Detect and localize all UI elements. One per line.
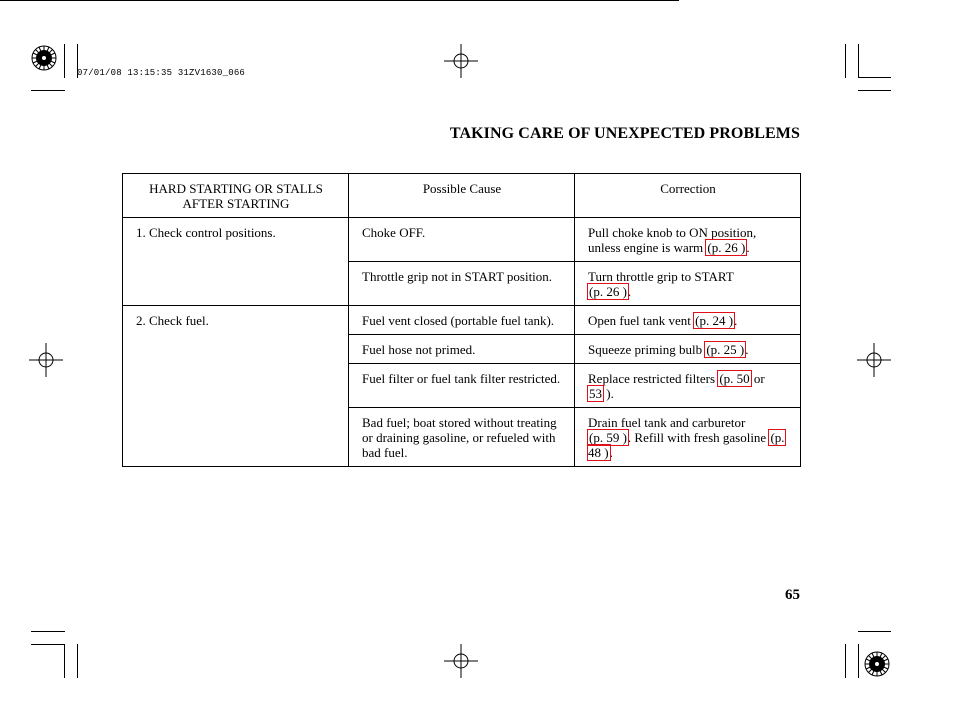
cause-cell: Fuel hose not primed.: [349, 335, 575, 364]
page-reference-link[interactable]: (p. 24 ): [695, 313, 734, 328]
page-reference-link[interactable]: 53: [589, 386, 602, 401]
crosshair-icon: [857, 343, 891, 377]
header-cause: Possible Cause: [349, 174, 575, 218]
header-symptom: HARD STARTING OR STALLS AFTER STARTING: [123, 174, 349, 218]
header-correction: Correction: [575, 174, 801, 218]
page-reference-link[interactable]: (p. 26 ): [707, 240, 746, 255]
check-step: 1. Check control positions.: [123, 218, 349, 306]
crosshair-icon: [29, 343, 63, 377]
check-step: 2. Check fuel.: [123, 306, 349, 467]
troubleshooting-table: [122, 173, 801, 467]
registration-starburst-icon: [863, 650, 893, 680]
correction-text: .: [627, 284, 632, 299]
correction-text: ).: [603, 386, 614, 401]
page-reference-link[interactable]: (p. 25 ): [706, 342, 745, 357]
correction-text: Turn throttle grip to START: [588, 269, 734, 284]
correction-text: Drain fuel tank and carburetor: [588, 415, 746, 430]
title-rule: [0, 0, 679, 1]
page-reference-link[interactable]: (p. 59 ): [589, 430, 627, 445]
page-reference-link[interactable]: (p. 26 ): [589, 284, 627, 299]
correction-cell: [575, 364, 801, 408]
print-stamp: 07/01/08 13:15:35 31ZV1630_066: [77, 68, 246, 78]
correction-cell: [575, 262, 801, 306]
correction-cell: [575, 335, 801, 364]
correction-text: Open fuel tank vent: [588, 313, 695, 328]
correction-text: .: [734, 313, 738, 328]
correction-text: Replace restricted filters: [588, 371, 719, 386]
correction-text: Squeeze priming bulb: [588, 342, 706, 357]
table-row: [123, 218, 801, 262]
correction-text: .: [746, 240, 750, 255]
crosshair-icon: [444, 44, 478, 78]
cause-cell: Fuel filter or fuel tank filter restricted.: [349, 364, 575, 408]
cause-cell: Bad fuel; boat stored without treating or draining gasoline, or refueled with bad fuel.: [349, 408, 575, 467]
page-reference-link[interactable]: (p. 50: [719, 371, 750, 386]
registration-starburst-icon: [30, 44, 60, 74]
correction-text: or: [750, 371, 765, 386]
correction-cell: [575, 218, 801, 262]
page-number: 65: [785, 587, 800, 603]
correction-text: .: [745, 342, 749, 357]
cause-cell: Throttle grip not in START position.: [349, 262, 575, 306]
page-reference-link[interactable]: (p. 48 ): [588, 430, 785, 460]
correction-text: . Refill with fresh gasoline: [627, 430, 770, 445]
table-header-row: [123, 174, 801, 218]
crosshair-icon: [444, 644, 478, 678]
correction-text: Pull choke knob to ON position, unless engine is warm: [588, 225, 757, 255]
cause-cell: Fuel vent closed (portable fuel tank).: [349, 306, 575, 335]
correction-cell: [575, 408, 801, 467]
correction-cell: [575, 306, 801, 335]
page-title: TAKING CARE OF UNEXPECTED PROBLEMS: [449, 125, 800, 142]
table-row: [123, 306, 801, 335]
cause-cell: Choke OFF.: [349, 218, 575, 262]
correction-text: .: [609, 445, 613, 460]
